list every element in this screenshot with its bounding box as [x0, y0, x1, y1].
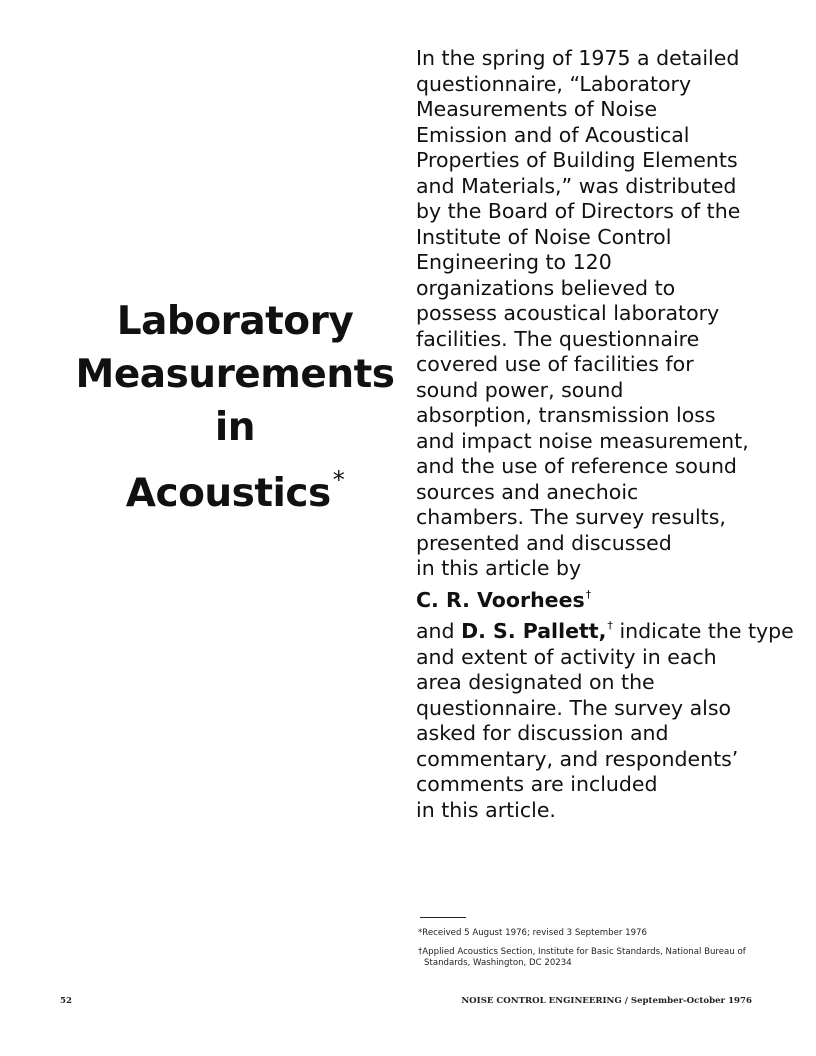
footnote-affiliation: †Applied Acoustics Section, Institute for Basic Standards, National Bureau of Standards, Washington, DC 20234	[418, 946, 746, 968]
abstract-line: comments are included	[416, 772, 658, 796]
abstract-line: organizations believed to	[416, 275, 676, 300]
title-line-last	[60, 454, 410, 520]
article-title	[60, 295, 410, 520]
abstract-line: asked for discussion and	[416, 721, 669, 745]
abstract-line: commentary, and respondents’	[416, 746, 739, 771]
title-line-text: Acoustics	[125, 471, 331, 516]
title-footnote-mark: *	[332, 466, 345, 494]
abstract-line: Institute of Noise Control	[416, 224, 672, 249]
journal-running-footer: NOISE CONTROL ENGINEERING / September-October 1976	[461, 996, 752, 1006]
abstract-line: absorption, transmission loss	[416, 403, 716, 427]
abstract-line: Measurements of Noise	[416, 97, 658, 121]
abstract-line: presented and discussed	[416, 530, 672, 555]
author-line-1	[416, 582, 796, 614]
abstract-line: in this article.	[416, 797, 556, 822]
abstract-line: In the spring of 1975 a detailed	[416, 46, 740, 70]
abstract-line: in this article by	[416, 556, 582, 580]
author-line-2	[416, 613, 796, 645]
abstract	[416, 46, 796, 823]
abstract-line: sources and anechoic	[416, 479, 639, 504]
author-name: D. S. Pallett,	[461, 619, 607, 643]
abstract-text: indicate the type	[619, 619, 794, 643]
abstract-line: by the Board of Directors of the	[416, 199, 741, 223]
abstract-line: and impact noise measurement,	[416, 428, 749, 453]
abstract-line: covered use of facilities for	[416, 352, 694, 376]
abstract-line: Properties of Building Elements	[416, 148, 738, 172]
abstract-line: chambers. The survey results,	[416, 505, 726, 529]
abstract-line: area designated on the	[416, 670, 655, 694]
author-footnote-mark: †	[585, 587, 592, 601]
abstract-line: possess acoustical laboratory	[416, 301, 720, 325]
abstract-line: questionnaire, “Laboratory	[416, 71, 692, 96]
and-word: and	[416, 619, 455, 643]
abstract-line: and the use of reference sound	[416, 454, 737, 478]
abstract-line: and extent of activity in each	[416, 644, 717, 669]
footnotes	[418, 928, 778, 977]
title-line: Laboratory	[116, 299, 354, 344]
title-line: in	[214, 405, 256, 450]
author-footnote-mark: †	[607, 619, 613, 632]
footnote-received: *Received 5 August 1976; revised 3 September 1976	[418, 928, 647, 938]
abstract-line: Engineering to 120	[416, 250, 612, 274]
page-number: 52	[60, 996, 72, 1006]
author-name: C. R. Voorhees	[416, 587, 585, 612]
title-line: Measurements	[75, 352, 395, 397]
abstract-line: and Materials,” was distributed	[416, 173, 737, 198]
footnote-divider	[420, 917, 466, 918]
abstract-line: Emission and of Acoustical	[416, 122, 690, 147]
abstract-line: questionnaire. The survey also	[416, 695, 732, 720]
abstract-line: facilities. The questionnaire	[416, 326, 700, 351]
abstract-line: sound power, sound	[416, 377, 624, 402]
